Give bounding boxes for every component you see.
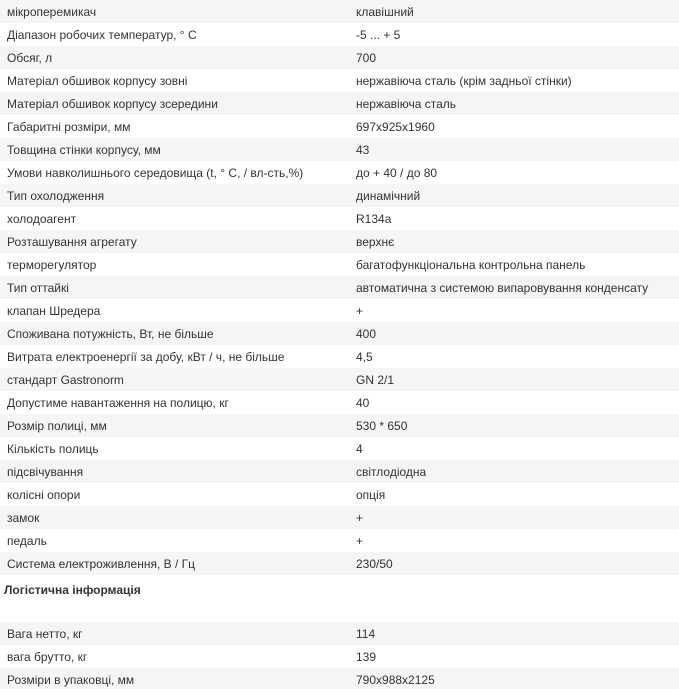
table-row [0, 253, 679, 276]
spec-value: опція [351, 483, 679, 506]
table-row [0, 345, 679, 368]
table-row [0, 529, 679, 552]
spec-value: 700 [351, 46, 679, 69]
spec-label: Витрата електроенергії за добу, кВт / ч, не більше [0, 345, 351, 368]
spec-value: верхнє [351, 230, 679, 253]
spec-label: Розміри в упаковці, мм [0, 668, 351, 689]
spec-value: 43 [351, 138, 679, 161]
spec-value: 790x988x2125 [351, 668, 679, 689]
table-row [0, 230, 679, 253]
table-row [0, 138, 679, 161]
table-row [0, 414, 679, 437]
table-row [0, 23, 679, 46]
spec-value: R134a [351, 207, 679, 230]
spec-value: клавішний [351, 0, 679, 23]
spec-label: стандарт Gastronorm [0, 368, 351, 391]
table-row [0, 668, 679, 689]
spec-value: -5 ... + 5 [351, 23, 679, 46]
spec-label: Система електроживлення, В / Гц [0, 552, 351, 575]
spec-label: терморегулятор [0, 253, 351, 276]
logistics-title: Логістична інформація [4, 583, 141, 597]
spec-label: Тип охолодження [0, 184, 351, 207]
spec-value: автоматична з системою випаровування конденсату [351, 276, 679, 299]
spec-label: Умови навколишнього середовища (t, ° С, / вл-сть,%) [0, 161, 351, 184]
table-row [0, 483, 679, 506]
spec-value: до + 40 / до 80 [351, 161, 679, 184]
spec-label: Тип оттайкі [0, 276, 351, 299]
table-row [0, 0, 679, 23]
spec-label: Обсяг, л [0, 46, 351, 69]
spec-value: 4 [351, 437, 679, 460]
table-row [0, 437, 679, 460]
spec-label: холодоагент [0, 207, 351, 230]
table-row [0, 46, 679, 69]
spec-label: колісні опори [0, 483, 351, 506]
spec-label: Допустиме навантаження на полицю, кг [0, 391, 351, 414]
spec-value: 400 [351, 322, 679, 345]
table-row [0, 552, 679, 575]
spec-value: динамічний [351, 184, 679, 207]
spec-label: Вага нетто, кг [0, 622, 351, 645]
table-row [0, 115, 679, 138]
table-row [0, 322, 679, 345]
spec-value: нержавіюча сталь [351, 92, 679, 115]
spec-label: Габаритні розміри, мм [0, 115, 351, 138]
spec-label: підсвічування [0, 460, 351, 483]
spec-value: 114 [351, 622, 679, 645]
spec-label: педаль [0, 529, 351, 552]
table-row [0, 299, 679, 322]
spec-value: 697x925x1960 [351, 115, 679, 138]
spec-label: Розташування агрегату [0, 230, 351, 253]
table-row [0, 645, 679, 668]
spec-value: 4,5 [351, 345, 679, 368]
spec-label: мікроперемикач [0, 0, 351, 23]
spec-label: Товщина стінки корпусу, мм [0, 138, 351, 161]
spec-value: + [351, 529, 679, 552]
spec-value: 230/50 [351, 552, 679, 575]
table-row [0, 460, 679, 483]
spec-label: клапан Шредера [0, 299, 351, 322]
table-row [0, 161, 679, 184]
spec-label: Діапазон робочих температур, ° С [0, 23, 351, 46]
table-row [0, 622, 679, 645]
table-row [0, 276, 679, 299]
spec-value: багатофункціональна контрольна панель [351, 253, 679, 276]
spec-value: + [351, 506, 679, 529]
table-row [0, 69, 679, 92]
table-row [0, 92, 679, 115]
spec-label: Розмір полиці, мм [0, 414, 351, 437]
spec-label: Кількість полиць [0, 437, 351, 460]
spec-value: + [351, 299, 679, 322]
table-row [0, 184, 679, 207]
logistics-section [0, 575, 679, 622]
spec-value: нержавіюча сталь (крім задньої стінки) [351, 69, 679, 92]
table-row [0, 506, 679, 529]
spec-label: Матеріал обшивок корпусу зовні [0, 69, 351, 92]
spec-value: GN 2/1 [351, 368, 679, 391]
spec-label: Матеріал обшивок корпусу зсередини [0, 92, 351, 115]
spec-value: 40 [351, 391, 679, 414]
spec-value: світлодіодна [351, 460, 679, 483]
spec-label: Споживана потужність, Вт, не більше [0, 322, 351, 345]
spec-value: 530 * 650 [351, 414, 679, 437]
logistics-table-body [0, 622, 679, 689]
spec-label: замок [0, 506, 351, 529]
table-row [0, 207, 679, 230]
table-row [0, 391, 679, 414]
spec-value: 139 [351, 645, 679, 668]
table-row [0, 368, 679, 391]
spec-label: вага брутто, кг [0, 645, 351, 668]
logistics-table [0, 622, 679, 689]
